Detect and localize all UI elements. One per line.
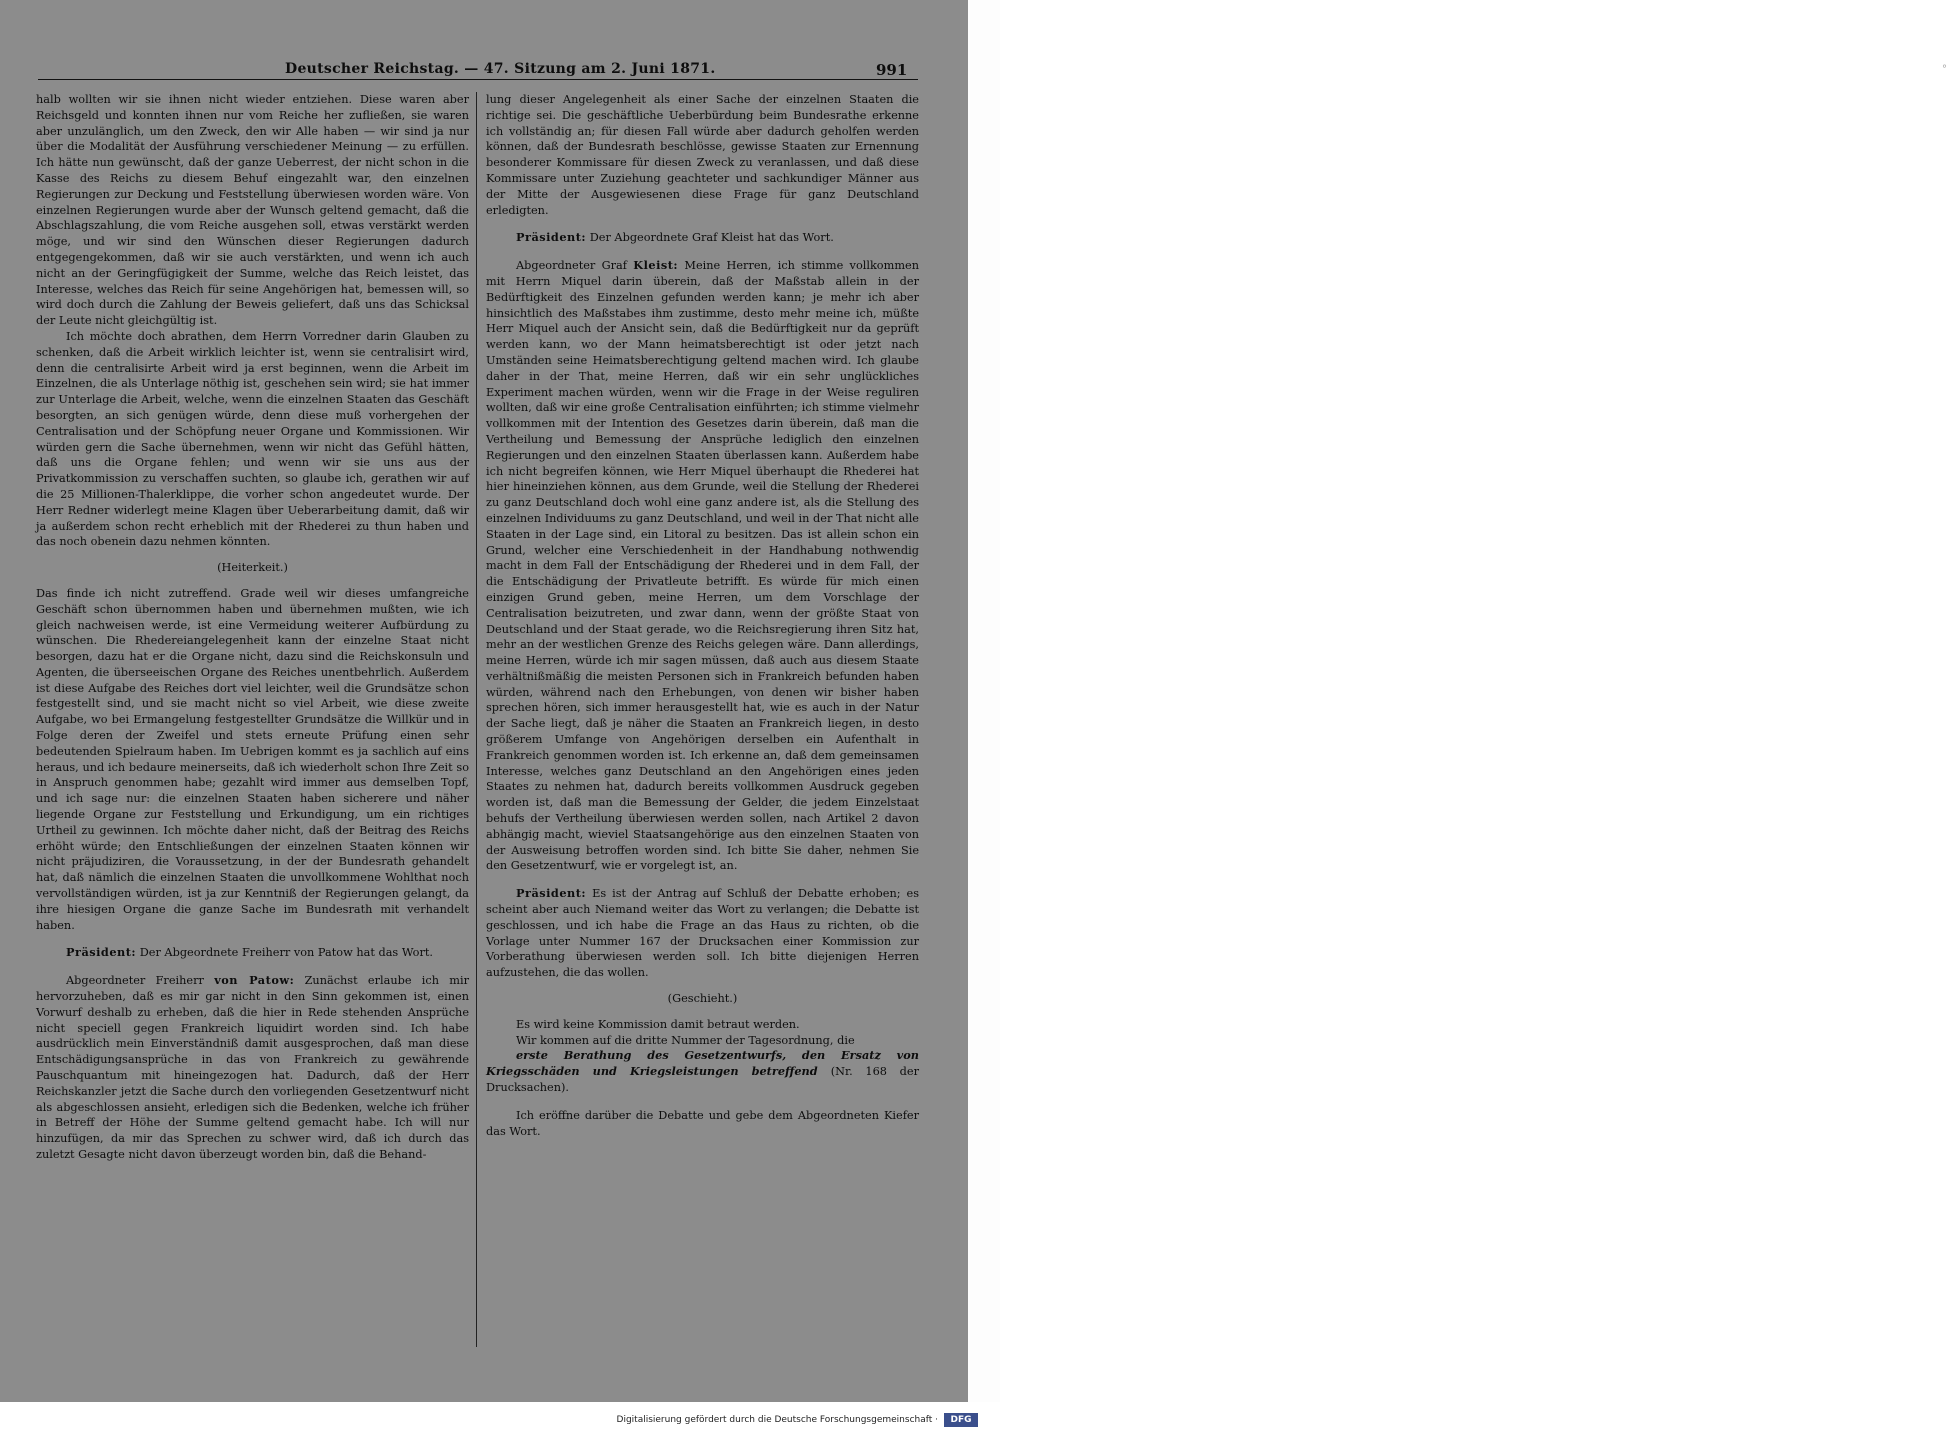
- speaker-name: von Patow:: [214, 973, 295, 988]
- speaker-name: Kleist:: [633, 258, 679, 273]
- speaker-text: Der Abgeordnete Graf Kleist hat das Wort.: [589, 231, 834, 245]
- speaker-paragraph: [36, 973, 469, 1163]
- speaker-text: Meine Herren, ich stimme vollkommen mit Herrn Miquel darin überein, daß der Maßstab allein in der Bedürftigkeit des Einzelnen gefunden werden kann; je mehr ich aber hinsichtlich des Maßstabes ihm zustimme, desto mehr meine ich, müßte Herr Miquel auch der Ansicht sein, daß die Bedürftigkeit nur da geprüft werden kann, wo der Mann heimatsberechtigt ist oder jetzt nach Umständen seine Heimatsberechtigung geltend machen wird. Ich glaube daher in der That, meine Herren, daß wir ein sehr unglückliches Experiment machen würden, wenn wir die Frage in der Weise reguliren wollten, daß wir eine große Centralisation einführten; ich stimme vielmehr vollkommen mit der Intention des Gesetzes darin überein, daß man die Vertheilung und Bemessung der Ansprüche lediglich den einzelnen Regierungen und den einzelnen Staaten überlassen kann. Außerdem habe ich nicht begreifen können, wie Herr Miquel überhaupt die Rhederei hat hier hineinziehen können, aus dem Grunde, weil die Stellung der Rhederei zu ganz Deutschland doch wohl eine ganz andere ist, als die Stellung des einzelnen Individuums zu ganz Deutschland, und weil in der That nicht alle Staaten in der Lage sind, ein Litoral zu besitzen. Das ist allein schon ein Grund, welcher eine Verschiedenheit in der Handhabung nothwendig macht in dem Fall der Entschädigung der Rhederei und in dem Fall, der die Entschädigung der Privatleute betrifft. Es würde für mich einen einzigen Grund geben, meine Herren, um dem Vorschlage der Centralisation beizutreten, und zwar dann, wenn der größte Staat von Deutschland und der Staat gerade, wo die Reichsregierung ihren Sitz hat, mehr an der westlichen Grenze des Reichs gelegen wäre. Dann allerdings, meine Herren, würde ich mir sagen müssen, daß auch aus diesem Staate verhältnißmäßig die meisten Personen sich in Frankreich befunden haben würden, während nach den Erhebungen, von denen wir bisher haben sprechen hören, sich immer herausgestellt hat, wie es auch in der Natur der Sache liegt, daß je näher die Staaten an Frankreich liegen, in desto größerem Umfange von Angehörigen derselben ein Aufenthalt in Frankreich genommen worden ist. Ich erkenne an, daß dem gemeinsamen Interesse, welches ganz Deutschland an den Angehörigen eines jeden Staates zu nehmen hat, dadurch bereits vollkommen Ausdruck gegeben worden ist, daß man die Bemessung der Gelder, die jedem Einzelstaat behufs der Vertheilung überwiesen werden sollen, nach Artikel 2 davon abhängig macht, wieviel Staatsangehörige aus den einzelnen Staaten von der Ausweisung betroffen worden sind. Ich bitte Sie daher, nehmen Sie den Gesetzentwurf, wie er vorgelegt ist, an.: [486, 259, 919, 873]
- agenda-title: erste Berathung des Gesetzentwurfs, den Ersatz von Kriegsschäden und Kriegsleistungen betreffend: [486, 1048, 919, 1079]
- scan-dot: °: [1942, 64, 1947, 75]
- speaker-paragraph: [36, 945, 469, 961]
- speaker-paragraph: [486, 886, 919, 981]
- interjection: (Geschieht.): [667, 992, 738, 1006]
- speaker-intro: Abgeordneter Freiherr: [66, 974, 204, 988]
- paragraph: Ich möchte doch abrathen, dem Herrn Vorredner darin Glauben zu schenken, daß die Arbeit wirklich leichter ist, wenn sie centralisirt wird, denn die centralisirte Arbeit wird ja erst beginnen, wenn die Arbeit im Einzelnen, die als Unterlage nöthig ist, geschehen sein wird; sie hat immer zur Unterlage die Arbeit, welche, wenn die einzelnen Staaten das Geschäft besorgten, an sich genügen würde, denn diese muß vorhergehen der Centralisation und der Schöpfung neuer Organe und Kommissionen. Wir würden gern die Sache übernehmen, wenn wir nicht das Gefühl hätten, daß uns die Organe fehlen; und wenn wir sie uns aus der Privatkommission zu verschaffen suchten, so glaube ich, gerathen wir auf die 25 Millionen-Thalerklippe, die vorher schon angedeutet wurde. Der Herr Redner widerlegt meine Klagen über Ueberarbeitung damit, daß wir ja außerdem schon recht erheblich mit der Rhederei zu thun haben und das noch obenein dazu nehmen könnten.: [36, 329, 469, 549]
- scan-margin: [968, 0, 1947, 1402]
- speaker-paragraph: [486, 230, 919, 246]
- agenda-reference: (Nr. 168 der Drucksachen).: [486, 1065, 919, 1095]
- interjection: (Heiterkeit.): [217, 561, 288, 575]
- speaker-name: Präsident:: [66, 945, 137, 960]
- speaker-text: Zunächst erlaube ich mir hervorzuheben, daß es mir gar nicht in den Sinn gekommen ist, einen Vorwurf deshalb zu erheben, daß die hier in Rede stehenden Ansprüche nicht speciell gegen Frankreich liquidirt worden sind. Ich habe ausdrücklich mein Einverständniß damit ausgesprochen, daß man diese Entschädigungsansprüche in das von Frankreich zu gewährende Pauschquantum mit hineingezogen hat. Dadurch, daß der Herr Reichskanzler jetzt die Sache durch den vorliegenden Gesetzentwurf nicht als abgeschlossen ansieht, erledigen sich die Bedenken, welche ich früher in Betreff der Höhe der Summe geltend gemacht habe. Ich will nur hinzufügen, da mir das Sprechen zu schwer wird, daß ich durch das zuletzt Gesagte nicht davon überzeugt worden bin, daß die Behand-: [36, 974, 470, 1161]
- paragraph: Wir kommen auf die dritte Nummer der Tagesordnung, die: [516, 1033, 855, 1047]
- agenda-item: [486, 1048, 919, 1095]
- speaker-name: Präsident:: [516, 230, 587, 245]
- paragraph: Das finde ich nicht zutreffend. Grade weil wir dieses umfangreiche Geschäft schon übernommen haben und übernehmen mußten, wie ich gleich nachweisen werde, ist eine Vermeidung weiterer Aufbürdung zu wünschen. Die Rhedereiangelegenheit kann der einzelne Staat nicht besorgen, dazu hat er die Organe nicht, dazu sind die Reichskonsuln und Agenten, die überseeischen Organe des Reiches unentbehrlich. Außerdem ist diese Aufgabe des Reiches dort viel leichter, weil die Grundsätze schon festgestellt sind, und sie macht nicht so viel Arbeit, wie diese zweite Aufgabe, wo bei Ermangelung festgestellter Grundsätze die Willkür und in Folge deren der Zweifel und stets erneute Prüfung einen sehr bedeutenden Spielraum haben. Im Uebrigen kommt es ja sachlich auf eins heraus, und ich bedaure meinerseits, daß ich wiederholt schon Ihre Zeit so in Anspruch genommen habe; gezahlt wird immer aus demselben Topf, und ich sage nur: die einzelnen Staaten haben sicherere und näher liegende Organe zur Feststellung und Erkundigung, um ein richtiges Urtheil zu gewinnen. Ich möchte daher nicht, daß der Beitrag des Reichs erhöht würde; den Entschließungen der einzelnen Staaten können wir nicht präjudiziren, die Voraussetzung, in der der Bundesrath gehandelt hat, daß nämlich die einzelnen Staaten die unvollkommene Wohlthat noch vervollständigen würden, ist ja zur Kenntniß der Regierungen gelangt, da ihre hiesigen Organe die ganze Sache im Bundesrath mit verhandelt haben.: [36, 586, 469, 932]
- footer-credit: Digitalisierung gefördert durch die Deutsche Forschungsgemeinschaft ·: [616, 1415, 938, 1425]
- paragraph: halb wollten wir sie ihnen nicht wieder entziehen. Diese waren aber Reichsgeld und konnten ihnen nur vom Reiche her zufließen, sie waren aber unzulänglich, um den Zweck, den wir Alle haben — wir sind ja nur über die Modalität der Ausführung verschiedener Meinung — zu erfüllen. Ich hätte nun gewünscht, daß der ganze Ueberrest, der nicht schon in die Kasse des Reichs zu diesem Behuf eingezahlt war, den einzelnen Regierungen zur Deckung und Feststellung überwiesen worden wäre. Von einzelnen Regierungen wurde aber der Wunsch geltend gemacht, daß die Abschlagszahlung, die vom Reiche ausgehen soll, etwas verstärkt werden möge, und wir sind den Wünschen dieser Regierungen dadurch entgegengekommen, daß wir sie auch verstärkten, und wenn ich auch nicht an der Geringfügigkeit der Summe, welche das Reich leistet, das Interesse, welches das Reich für seine Angehörigen hat, bemessen will, so wird doch durch die Zahlung der Beweis geliefert, daß uns das Schicksal der Leute nicht gleichgültig ist.: [36, 93, 469, 328]
- speaker-text: Es ist der Antrag auf Schluß der Debatte erhoben; es scheint aber auch Niemand weiter das Wort zu verlangen; die Debatte ist geschlossen, und ich habe die Frage an das Haus zu richten, ob die Vorlage unter Nummer 167 der Drucksachen einer Kommission zur Vorberathung überwiesen werden soll. Ich bitte diejenigen Herren aufzustehen, die das wollen.: [486, 887, 919, 980]
- paragraph: Es wird keine Kommission damit betraut werden.: [516, 1017, 800, 1031]
- paragraph: lung dieser Angelegenheit als einer Sache der einzelnen Staaten die richtige sei. Die geschäftliche Ueberbürdung beim Bundesrathe erkenne ich vollständig an; für diesen Fall würde aber dadurch geholfen werden können, daß der Bundesrath beschlösse, gewisse Staaten zur Ernennung besonderer Kommissare für diesen Zweck zu veranlassen, und daß diese Kommissare unter Zuziehung geachteter und sachkundiger Männer aus der Mitte der Ausgewiesenen diese Frage für ganz Deutschland erledigten.: [486, 93, 919, 217]
- speaker-text: Der Abgeordnete Freiherr von Patow hat das Wort.: [139, 946, 433, 960]
- speaker-name: Präsident:: [516, 886, 587, 901]
- dfg-logo: DFG: [944, 1413, 978, 1427]
- right-column: [486, 92, 919, 1139]
- column-rule: [476, 92, 477, 1347]
- scanned-page: [0, 0, 968, 1402]
- left-column: [36, 92, 469, 1163]
- speaker-paragraph: [486, 258, 919, 874]
- page-header-title: Deutscher Reichstag. — 47. Sitzung am 2. Juni 1871.: [285, 61, 716, 77]
- speaker-intro: Abgeordneter Graf: [516, 259, 627, 273]
- page-number: 991: [876, 61, 908, 79]
- header-rule: [38, 79, 918, 80]
- paragraph: Ich eröffne darüber die Debatte und gebe dem Abgeordneten Kiefer das Wort.: [486, 1108, 919, 1138]
